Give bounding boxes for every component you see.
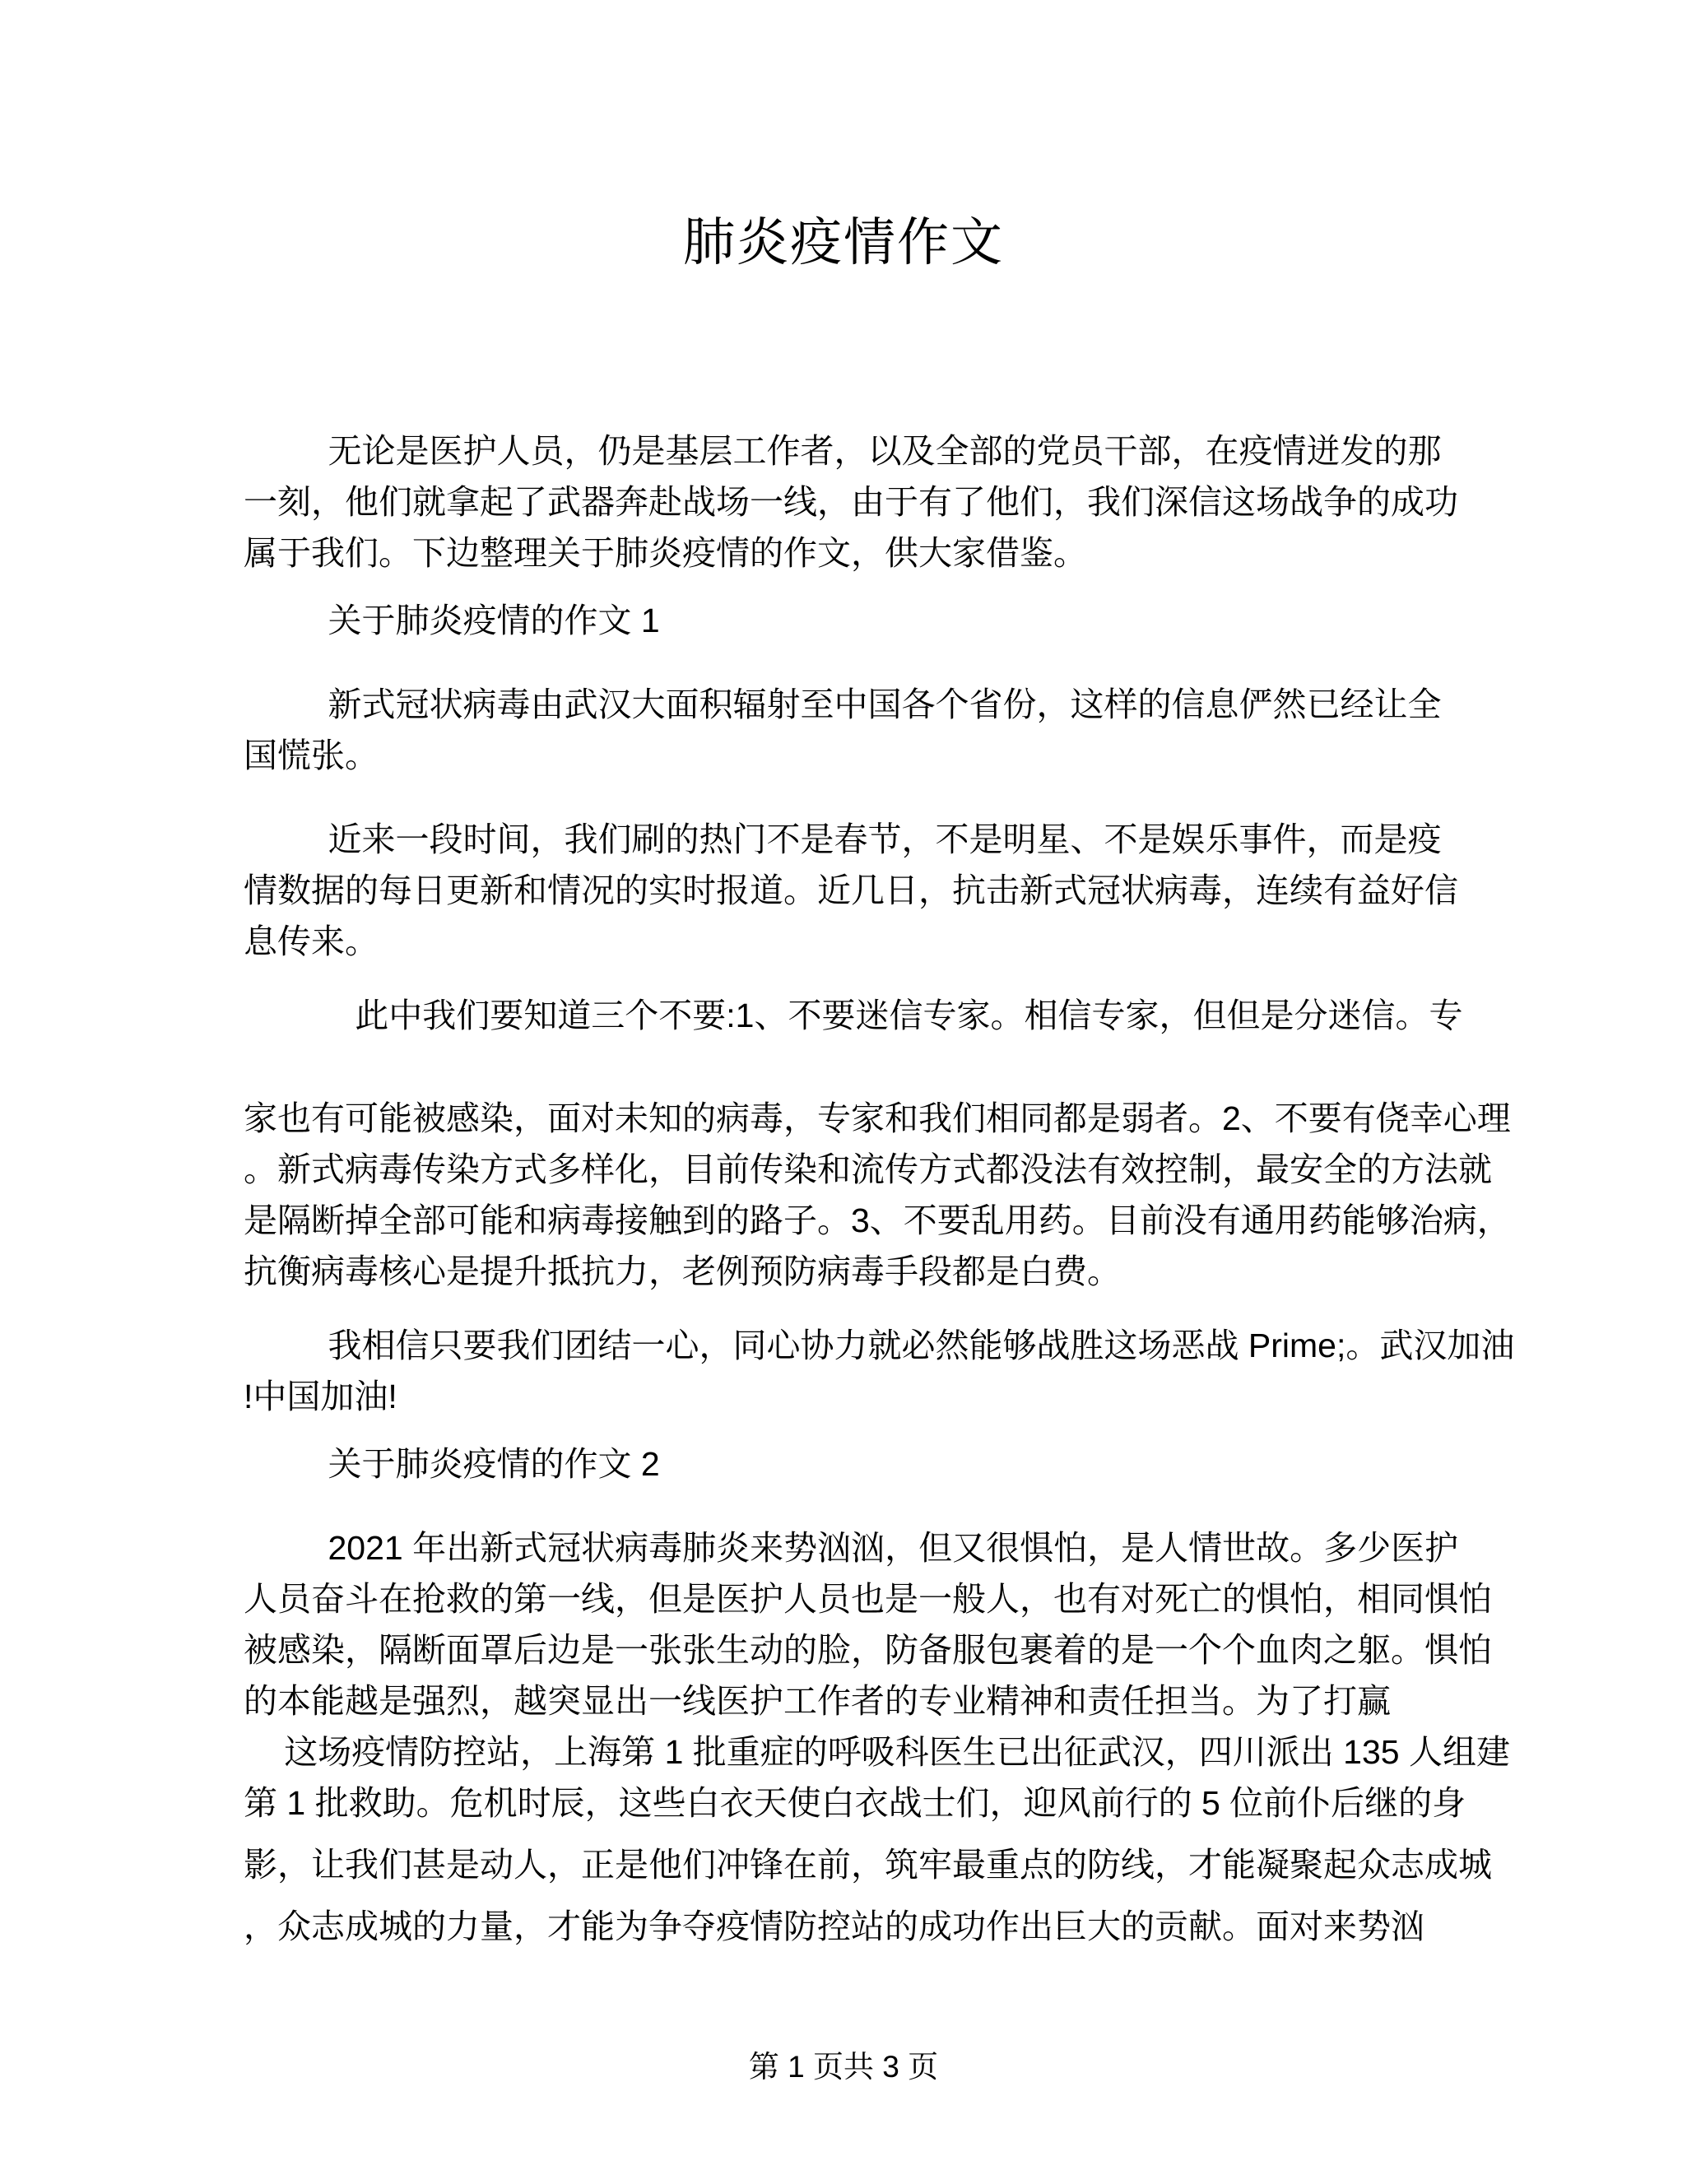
text-line: 。新式病毒传染方式多样化，目前传染和流传方式都没法有效控制，最安全的方法就 (244, 1150, 1492, 1188)
text-line: ，众志成城的力量，才能为争夺疫情防控站的成功作出巨大的贡献。面对来势汹 (244, 1908, 1424, 1945)
text-line: 新式冠状病毒由武汉大面积辐射至中国各个省份，这样的信息俨然已经让全 (328, 685, 1442, 723)
text-line: 人员奋斗在抢救的第一线，但是医护人员也是一般人，也有对死亡的惧怕，相同惧怕 (244, 1580, 1492, 1618)
text-line: 近来一段时间，我们刷的热门不是春节，不是明星、不是娱乐事件，而是疫 (328, 820, 1442, 858)
text-line: 抗衡病毒核心是提升抵抗力，老例预防病毒手段都是白费。 (244, 1252, 1121, 1290)
paragraph (244, 679, 1443, 781)
text-line: 一刻，他们就拿起了武器奔赴战场一线，由于有了他们，我们深信这场战争的成功 (244, 483, 1458, 521)
paragraph (244, 1522, 1492, 1726)
text-line: 这场疫情防控站，上海第 1 批重症的呼吸科医生已出征武汉，四川派出 135 人组建 (284, 1733, 1510, 1771)
page-footer (0, 2049, 1687, 2085)
document-body (244, 425, 1515, 1952)
paragraph (244, 814, 1458, 967)
text-line: 此中我们要知道三个不要:1、不要迷信专家。相信专家，但但是分迷信。专 (355, 997, 1463, 1034)
text-line: 情数据的每日更新和情况的实时报道。近几日，抗击新式冠状病毒，连续有益好信 (244, 871, 1458, 909)
paragraph (244, 425, 1458, 579)
text-line: !中国加油! (244, 1378, 397, 1415)
text-line: 影，让我们甚是动人，正是他们冲锋在前，筑牢最重点的防线，才能凝聚起众志成城 (244, 1846, 1492, 1884)
text-line: 国慌张。 (244, 737, 379, 774)
text-line: 我相信只要我们团结一心，同心协力就必然能够战胜这场恶战 Prime;。武汉加油 (328, 1327, 1515, 1364)
text-line: 被感染，隔断面罩后边是一张张生动的脸，防备服包裹着的是一个个血肉之躯。惧怕 (244, 1631, 1492, 1669)
paragraph (244, 990, 1511, 1297)
text-line: 关于肺炎疫情的作文 2 (328, 1445, 660, 1483)
paragraph (244, 1726, 1510, 1952)
text-line: 的本能越是强烈，越突显出一线医护工作者的专业精神和责任担当。为了打赢 (244, 1682, 1391, 1720)
paragraph (244, 1320, 1515, 1422)
text-line: 关于肺炎疫情的作文 1 (328, 602, 660, 639)
text-line: 无论是医护人员，仍是基层工作者，以及全部的党员干部，在疫情迸发的那 (328, 432, 1442, 470)
page-number: 第 1 页共 3 页 (748, 2050, 939, 2084)
section-heading (244, 595, 1443, 646)
text-line: 第 1 批救助。危机时辰，这些白衣天使白衣战士们，迎风前行的 5 位前仆后继的身 (244, 1784, 1466, 1822)
text-line: 家也有可能被感染，面对未知的病毒，专家和我们相同都是弱者。2、不要有侥幸心理 (244, 1099, 1511, 1137)
document-title: 肺炎疫情作文 (683, 214, 1004, 272)
text-line: 2021 年出新式冠状病毒肺炎来势汹汹，但又很惧怕，是人情世故。多少医护 (328, 1529, 1459, 1567)
text-line: 是隔断掉全部可能和病毒接触到的路子。3、不要乱用药。目前没有通用药能够治病， (244, 1201, 1511, 1239)
section-heading (244, 1438, 1443, 1489)
text-line: 息传来。 (244, 922, 379, 960)
text-line: 属于我们。下边整理关于肺炎疫情的作文，供大家借鉴。 (244, 534, 1087, 572)
